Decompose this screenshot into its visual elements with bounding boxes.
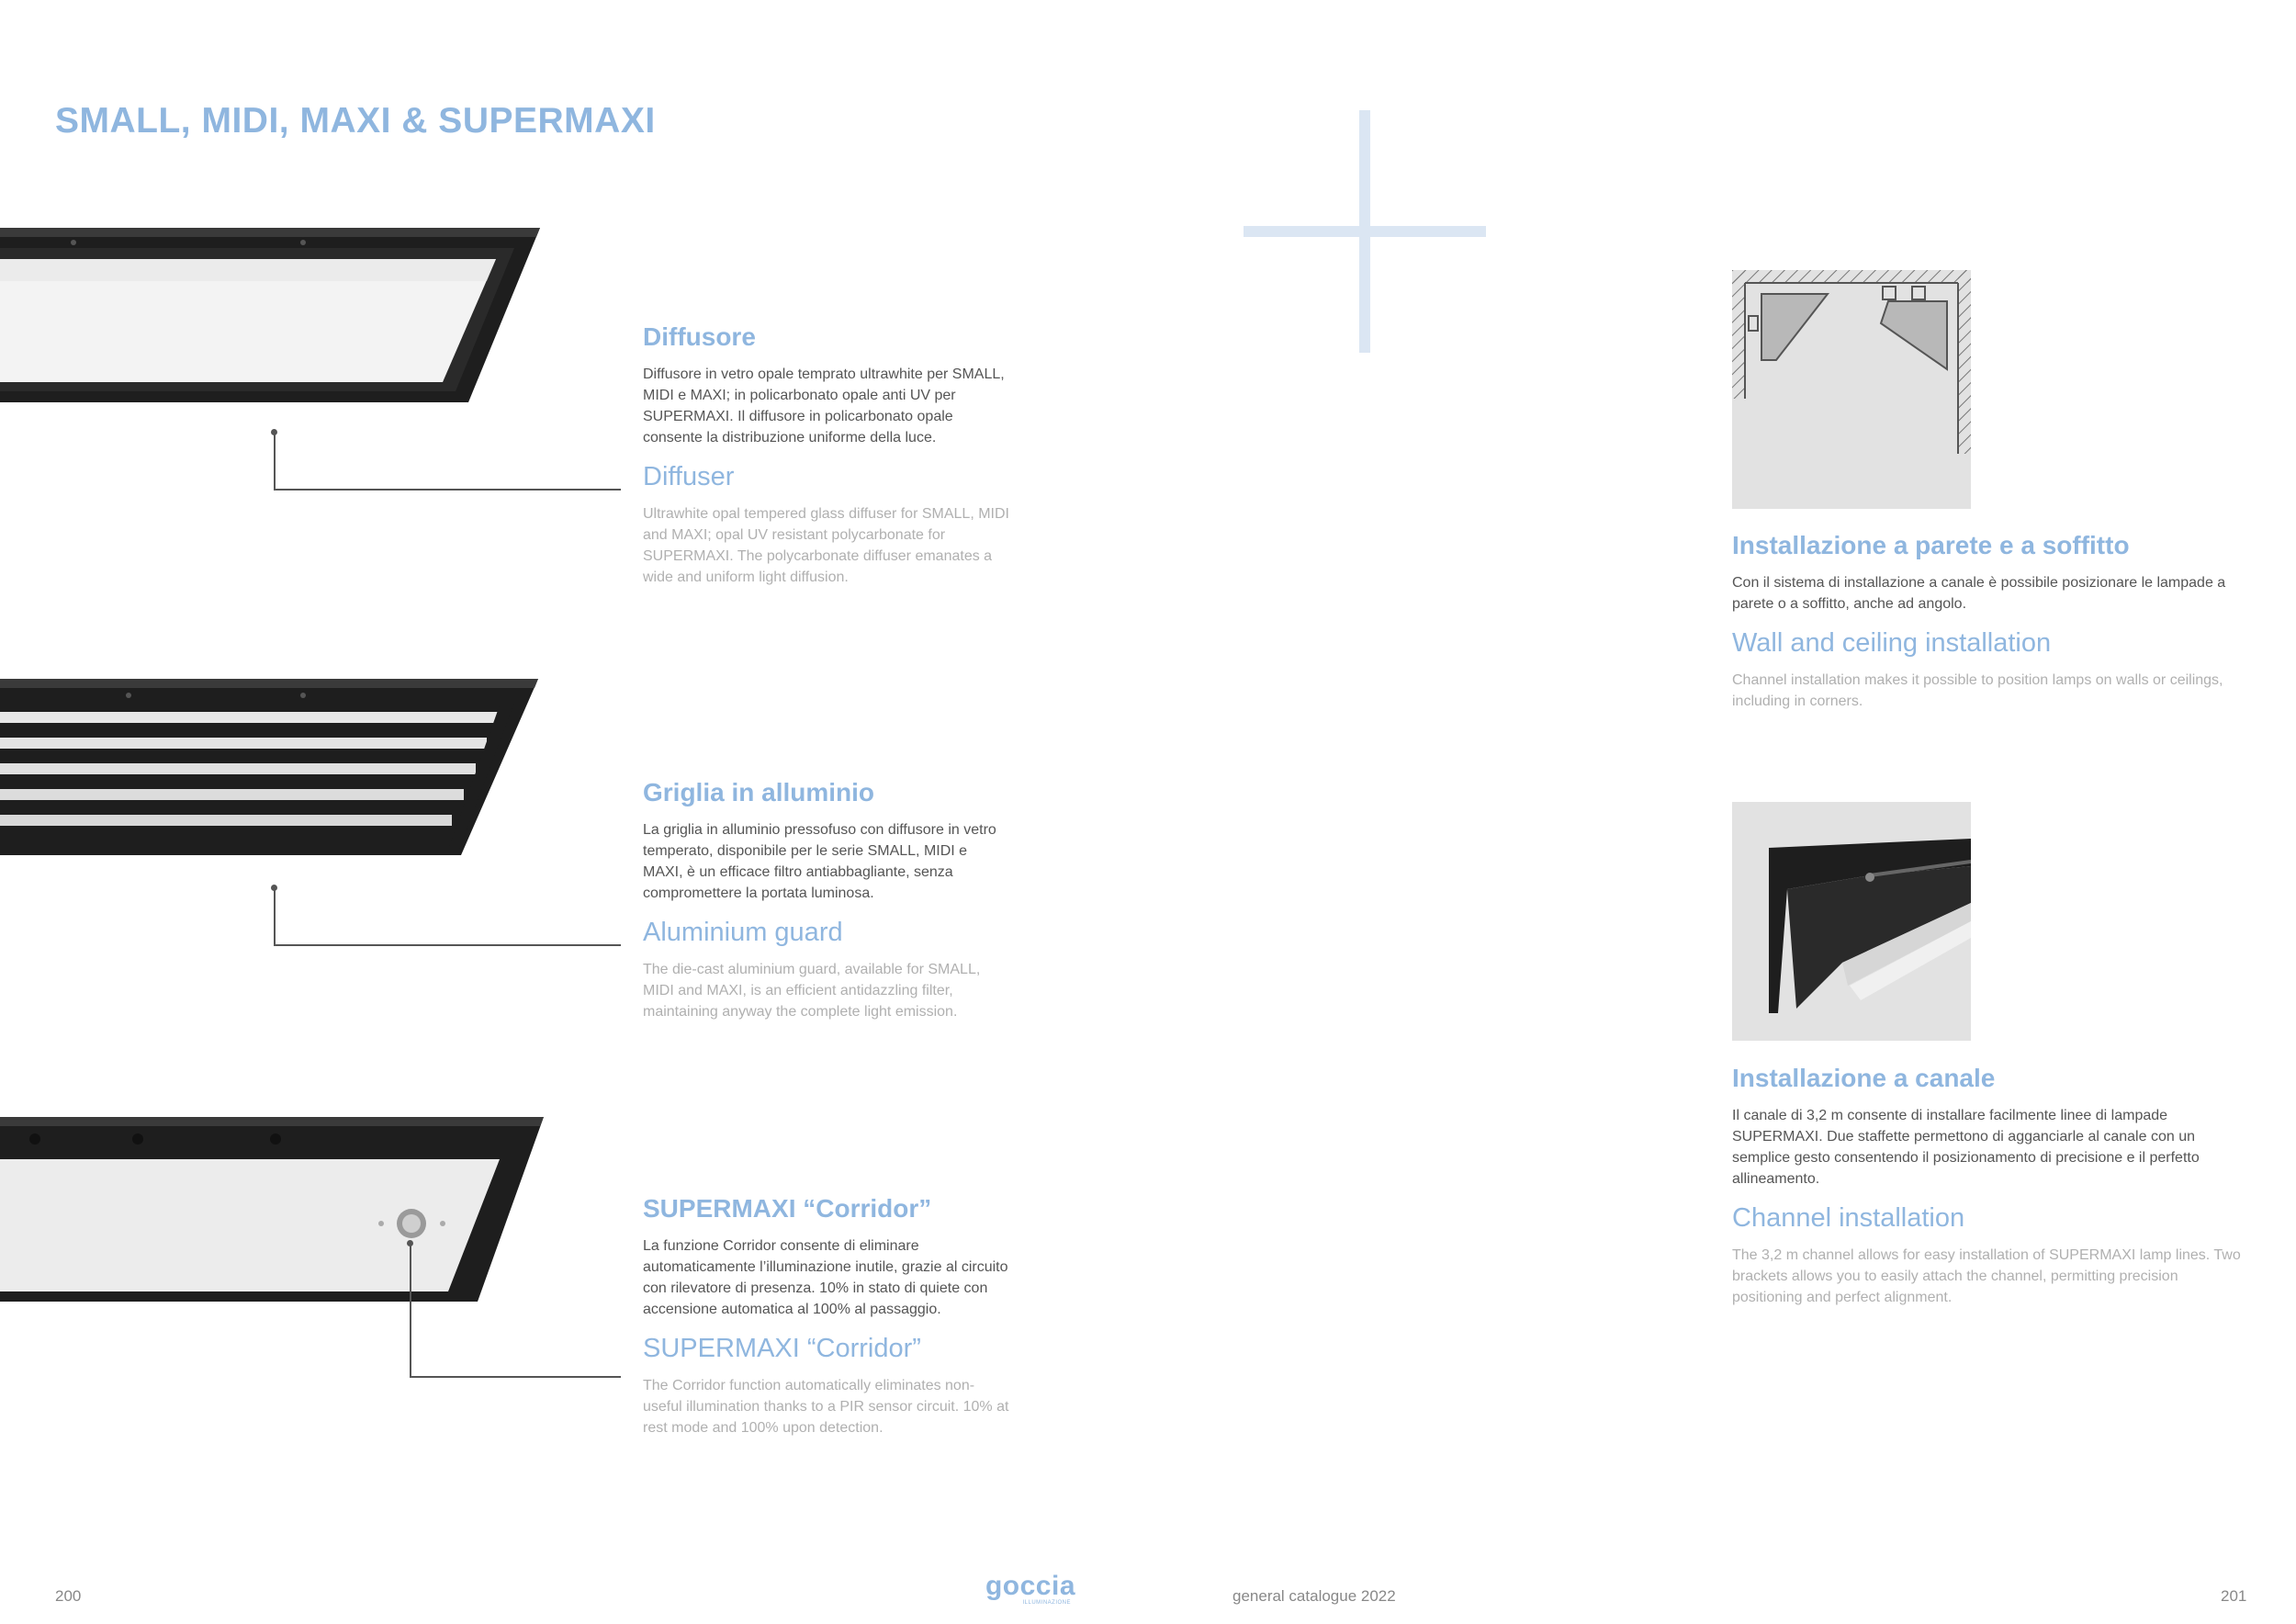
page-number-right: 201 [2221,1587,2247,1605]
heading-en: Wall and ceiling installation [1732,628,2052,658]
channel-installation-image [1732,802,1971,1041]
heading-it: SUPERMAXI “Corridor” [643,1194,932,1223]
brand-logo [985,1573,1076,1613]
logo-wordmark: goccia [985,1571,1076,1601]
aluminium-guard-lamp-image [0,675,551,859]
decorative-cross [1244,110,1486,353]
text-en: Channel installation makes it possible to position lamps on walls or ceilings, including in corners. [1732,672,2223,709]
callout-line [410,1244,621,1378]
section-channel [1732,1063,2246,1308]
diffuser-lamp-image [0,220,551,413]
section-corridor [643,1193,1010,1438]
text-it: Con il sistema di installazione a canale è possibile posizionare le lampade a parete o a soffitto, anche ad angolo. [1732,575,2226,612]
text-it: La griglia in alluminio pressofuso con diffusore in vetro temperato, disponibile per le serie SMALL, MIDI e MAXI, è un efficace filtro antiabbagliante, senza compromettere la portata luminosa. [643,822,996,901]
wall-ceiling-diagram-image [1732,270,1971,509]
text-en: The 3,2 m channel allows for easy installation of SUPERMAXI lamp lines. Two brackets allows you to easily attach the channel, permitting precision positioning and perfect alignment. [1732,1247,2241,1305]
page-title: SMALL, MIDI, MAXI & SUPERMAXI [55,101,656,141]
text-it: Il canale di 3,2 m consente di installare facilmente linee di lampade SUPERMAXI. Due staffette permettono di agganciarle al canale con un semplice gesto consentendo il posizionamento di precisione e il perfetto allineamento. [1732,1108,2200,1187]
logo-subtitle: ILLUMINAZIONE [1022,1600,1071,1606]
heading-it: Installazione a canale [1732,1064,1996,1092]
heading-it: Griglia in alluminio [643,778,875,806]
section-aluminium-guard [643,777,1010,1022]
callout-line [274,432,621,491]
text-en: Ultrawhite opal tempered glass diffuser for SMALL, MIDI and MAXI; opal UV resistant polycarbonate for SUPERMAXI. The polycarbonate diffuser emanates a wide and uniform light diffusion. [643,506,1009,585]
text-it: La funzione Corridor consente di eliminare automaticamente l’illuminazione inutile, grazie al circuito con rilevatore di presenza. 10% in stato di quiete con accensione automatica al 100% al passaggio. [643,1238,1008,1317]
heading-en: Aluminium guard [643,918,843,947]
section-wall-ceiling [1732,530,2246,712]
section-diffuser [643,321,1010,588]
heading-en: SUPERMAXI “Corridor” [643,1334,921,1363]
text-en: The die-cast aluminium guard, available for SMALL, MIDI and MAXI, is an efficient antidazzling filter, maintaining anyway the complete light emission. [643,962,981,1020]
heading-it: Installazione a parete e a soffitto [1732,531,2130,559]
text-en: The Corridor function automatically eliminates non-useful illumination thanks to a PIR sensor circuit. 10% at rest mode and 100% upon detection. [643,1378,1009,1436]
heading-it: Diffusore [643,322,756,351]
catalogue-label: general catalogue 2022 [1232,1587,1396,1605]
text-it: Diffusore in vetro opale temprato ultrawhite per SMALL, MIDI e MAXI; in policarbonato opale anti UV per SUPERMAXI. Il diffusore in policarbonato opale consente la distribuzione uniforme della luce. [643,367,1005,445]
heading-en: Diffuser [643,462,735,491]
callout-line [274,887,621,946]
page-number-left: 200 [55,1587,82,1605]
heading-en: Channel installation [1732,1203,1965,1233]
